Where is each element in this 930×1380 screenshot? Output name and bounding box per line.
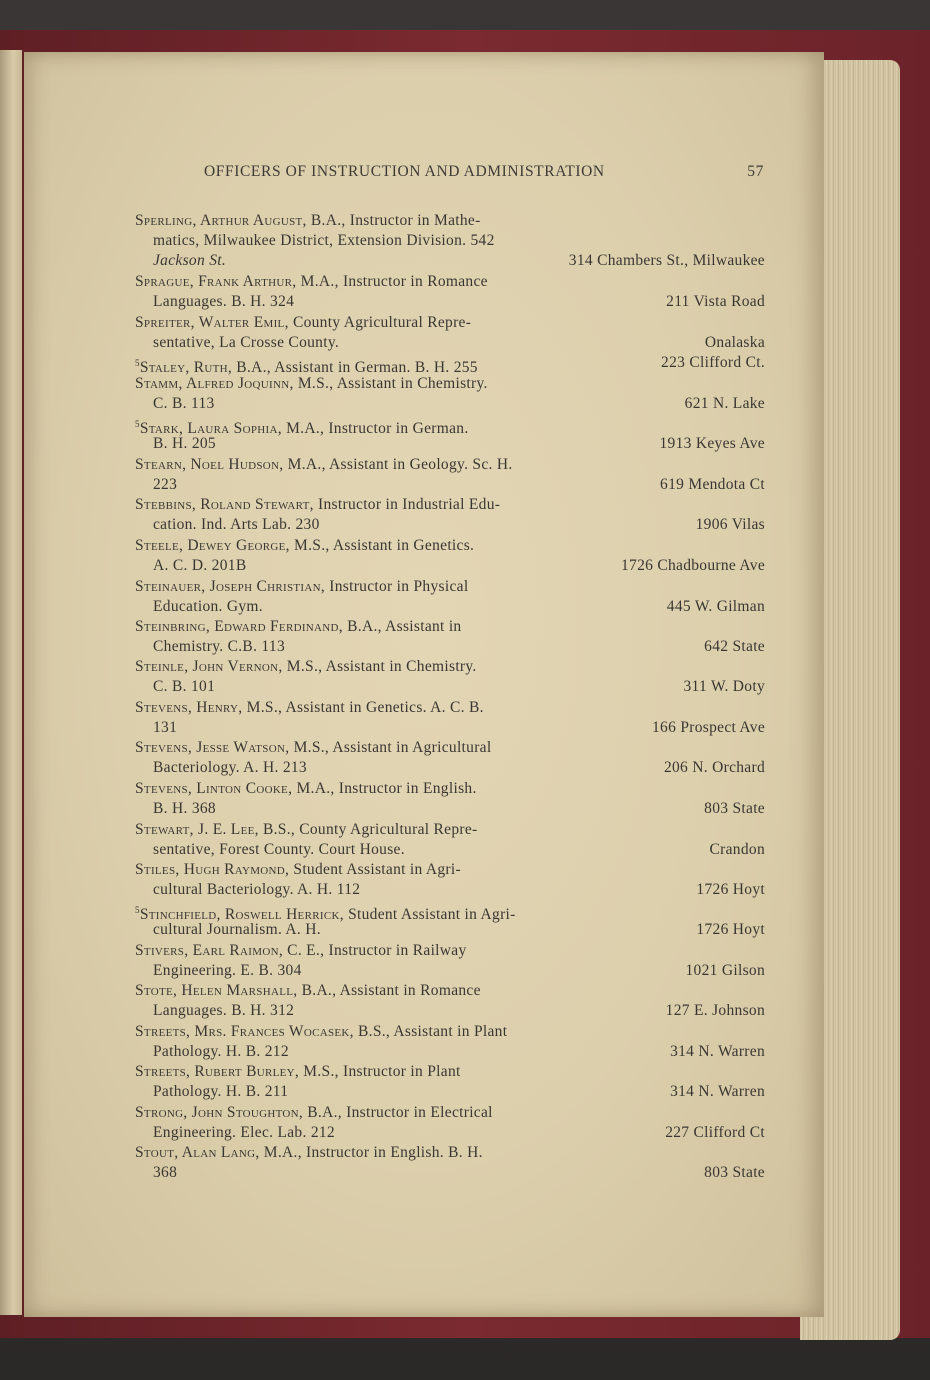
directory-entry xyxy=(135,1022,765,1062)
directory-entry xyxy=(135,495,765,535)
entry-name: Stewart, J. E. Lee, xyxy=(135,821,259,838)
entry-details: M.A., Instructor in German. xyxy=(286,420,469,437)
entry-details: Instructor in Physical xyxy=(329,578,469,595)
entry-line2: Languages. B. H. 324 xyxy=(153,293,295,310)
entry-details: B.A., Assistant in Romance xyxy=(301,982,481,999)
directory-entry xyxy=(135,941,765,981)
directory-entry xyxy=(135,414,765,454)
entry-details: B.A., Assistant in xyxy=(347,618,462,635)
entry-details: M.S., Assistant in Genetics. xyxy=(294,537,475,554)
entry-line2: cultural Journalism. A. H. xyxy=(153,921,321,938)
entry-details: County Agricultural Repre- xyxy=(292,314,472,331)
entry-address: 314 N. Warren xyxy=(670,1083,765,1100)
entry-address: 223 Clifford Ct. xyxy=(661,354,765,371)
directory-entry xyxy=(135,455,765,495)
entry-address: 1021 Gilson xyxy=(685,962,765,979)
footnote-marker: 5 xyxy=(135,419,140,429)
footnote-marker: 5 xyxy=(135,905,140,915)
entry-line2: C. B. 113 xyxy=(153,395,215,412)
entry-details: Student Assistant in Agri- xyxy=(293,861,461,878)
directory-entry xyxy=(135,1103,765,1143)
entry-address: Crandon xyxy=(709,841,765,858)
entry-line3: Jackson St. xyxy=(153,252,227,269)
entry-address: Onalaska xyxy=(704,334,765,351)
entry-details: Instructor in Railway xyxy=(328,942,467,959)
entry-line2: matics, Milwaukee District, Extension Division. 542 xyxy=(153,232,495,249)
entry-line2: 131 xyxy=(153,719,178,736)
entry-address: 166 Prospect Ave xyxy=(652,719,765,736)
entry-address: 1726 Chadbourne Ave xyxy=(620,557,765,574)
entry-name: Steele, Dewey George, xyxy=(135,537,290,554)
entry-line2: Education. Gym. xyxy=(153,598,263,615)
directory-entry xyxy=(135,353,765,376)
entry-details: B.A., Instructor in Electrical xyxy=(307,1104,493,1121)
directory-entry xyxy=(135,900,765,940)
entry-address: 1726 Hoyt xyxy=(696,921,765,938)
entry-line2: A. C. D. 201B xyxy=(153,557,247,574)
entry-address: 127 E. Johnson xyxy=(665,1002,765,1019)
entry-name: Stevens, Henry, xyxy=(135,699,243,716)
entry-line2: Pathology. H. B. 212 xyxy=(153,1043,289,1060)
entry-details: M.S., Assistant in Genetics. A. C. B. xyxy=(246,699,484,716)
entry-name: Stamm, Alfred Joquinn, xyxy=(135,375,294,392)
directory-entry xyxy=(135,820,765,860)
entry-address: 445 W. Gilman xyxy=(666,598,765,615)
entry-address: 314 N. Warren xyxy=(670,1043,765,1060)
entry-name: Stivers, Earl Raimon, C. E., xyxy=(135,942,325,959)
entry-name: Stout, Alan Lang, xyxy=(135,1144,260,1161)
entry-details: B.A., Instructor in Mathe- xyxy=(310,212,481,229)
entry-address: 619 Mendota Ct xyxy=(660,476,765,493)
entry-name: Streets, Mrs. Frances Wocasek, xyxy=(135,1023,354,1040)
directory-entry xyxy=(135,1062,765,1102)
entry-line2: cation. Ind. Arts Lab. 230 xyxy=(153,516,320,533)
directory-entry xyxy=(135,779,765,819)
entry-line2: Engineering. Elec. Lab. 212 xyxy=(153,1124,335,1141)
entry-address: 642 State xyxy=(704,638,765,655)
running-header xyxy=(204,163,764,185)
entry-line2: Languages. B. H. 312 xyxy=(153,1002,295,1019)
entry-details: M.S., Assistant in Chemistry. xyxy=(297,375,488,392)
entry-name: Strong, John Stoughton, xyxy=(135,1104,304,1121)
entry-details: M.A., Instructor in English. B. H. xyxy=(263,1144,483,1161)
entry-details: B.S., Assistant in Plant xyxy=(358,1023,508,1040)
entry-name: Stevens, Jesse Watson, xyxy=(135,739,290,756)
entry-details: B.S., County Agricultural Repre- xyxy=(262,821,478,838)
entry-name: Stinchfield, Roswell Herrick, xyxy=(139,906,344,923)
entry-line2: Pathology. H. B. 211 xyxy=(153,1083,289,1100)
entry-address: 311 W. Doty xyxy=(683,678,765,695)
entry-name: Stark, Laura Sophia, xyxy=(139,420,282,437)
directory-entry xyxy=(135,211,765,271)
entry-name: Stearn, Noel Hudson, xyxy=(135,456,284,473)
entry-name: Stiles, Hugh Raymond, xyxy=(135,861,290,878)
entry-address: 1913 Keyes Ave xyxy=(659,435,765,452)
directory-entry xyxy=(135,536,765,576)
entry-name: Spreiter, Walter Emil, xyxy=(135,314,289,331)
directory-entry xyxy=(135,1143,765,1183)
entry-details: B.A., Assistant in German. B. H. 255 xyxy=(236,359,478,376)
page-number: 57 xyxy=(747,163,764,180)
entry-address: 211 Vista Road xyxy=(666,293,765,310)
entry-address: 227 Clifford Ct xyxy=(665,1124,765,1141)
entry-name: Sperling, Arthur August, xyxy=(135,212,307,229)
entry-line2: Chemistry. C.B. 113 xyxy=(153,638,286,655)
footnote-marker: 5 xyxy=(135,358,140,368)
entry-name: Staley, Ruth, xyxy=(139,359,233,376)
entry-line2: cultural Bacteriology. A. H. 112 xyxy=(153,881,361,898)
entry-details: M.S., Assistant in Chemistry. xyxy=(286,658,477,675)
header-title: OFFICERS OF INSTRUCTION AND ADMINISTRATION xyxy=(204,163,605,180)
directory-entry xyxy=(135,698,765,738)
directory-entry xyxy=(135,374,765,414)
directory-entry xyxy=(135,981,765,1021)
entry-address: 1726 Hoyt xyxy=(696,881,765,898)
entry-details: Instructor in Industrial Edu- xyxy=(318,496,501,513)
directory-entry xyxy=(135,272,765,312)
entry-details: M.A., Instructor in English. xyxy=(296,780,477,797)
entry-line2: sentative, Forest County. Court House. xyxy=(153,841,405,858)
directory-entry xyxy=(135,313,765,353)
entry-line2: C. B. 101 xyxy=(153,678,216,695)
directory-entry xyxy=(135,860,765,900)
entry-address: 314 Chambers St., Milwaukee xyxy=(568,252,765,269)
entry-details: M.A., Assistant in Geology. Sc. H. xyxy=(287,456,513,473)
left-page-edge xyxy=(0,50,22,1315)
entry-details: M.S., Instructor in Plant xyxy=(303,1063,461,1080)
entry-line2: 223 xyxy=(153,476,178,493)
entry-address: 1906 Vilas xyxy=(695,516,765,533)
entry-line2: 368 xyxy=(153,1164,178,1181)
entry-address: 803 State xyxy=(704,1164,765,1181)
entry-line2: Bacteriology. A. H. 213 xyxy=(153,759,307,776)
entry-details: M.S., Assistant in Agricultural xyxy=(293,739,492,756)
entry-details: Student Assistant in Agri- xyxy=(348,906,516,923)
entry-address: 621 N. Lake xyxy=(684,395,765,412)
entry-name: Steinbring, Edward Ferdinand, xyxy=(135,618,343,635)
directory-entry xyxy=(135,738,765,778)
entry-name: Sprague, Frank Arthur, xyxy=(135,273,297,290)
entry-line2: B. H. 205 xyxy=(153,435,216,452)
entry-address: 803 State xyxy=(704,800,765,817)
entry-name: Streets, Rubert Burley, xyxy=(135,1063,300,1080)
entry-name: Stevens, Linton Cooke, xyxy=(135,780,293,797)
directory-entry xyxy=(135,657,765,697)
directory-entry xyxy=(135,577,765,617)
entry-line2: B. H. 368 xyxy=(153,800,216,817)
entry-line2: Engineering. E. B. 304 xyxy=(153,962,302,979)
entry-name: Stote, Helen Marshall, xyxy=(135,982,298,999)
entry-name: Steinauer, Joseph Christian, xyxy=(135,578,326,595)
directory-entry xyxy=(135,617,765,657)
entry-line2: sentative, La Crosse County. xyxy=(153,334,340,351)
entry-name: Steinle, John Vernon, xyxy=(135,658,283,675)
entry-address: 206 N. Orchard xyxy=(663,759,765,776)
entry-name: Stebbins, Roland Stewart, xyxy=(135,496,314,513)
entry-details: M.A., Instructor in Romance xyxy=(300,273,488,290)
